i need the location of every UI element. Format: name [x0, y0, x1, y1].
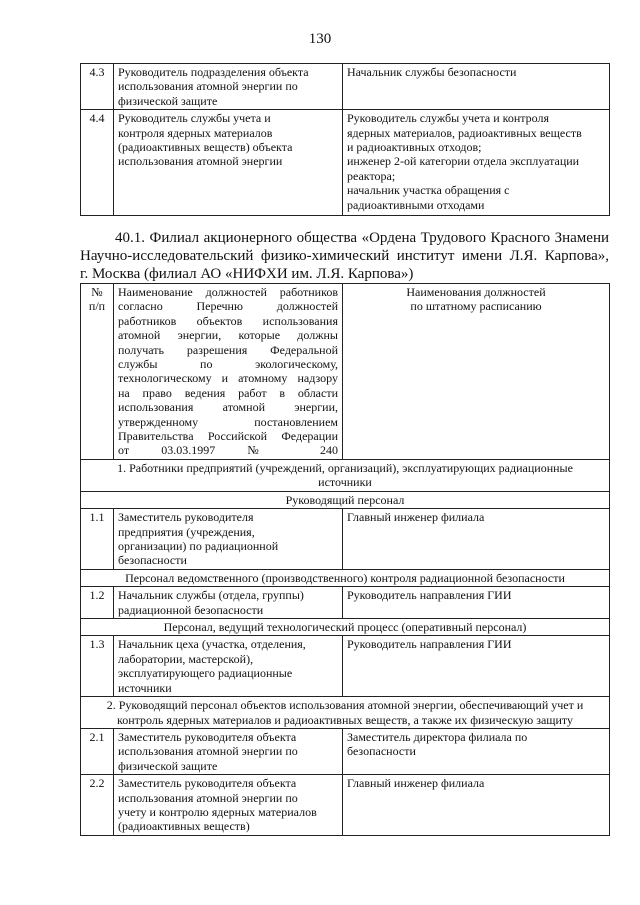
staff-cell	[343, 64, 610, 110]
header-line: п/п	[88, 299, 106, 314]
cell-line: безопасности	[347, 744, 416, 759]
cell-line: физической защите	[118, 93, 218, 108]
cell-line: Руководитель службы учета и	[118, 111, 271, 126]
page-number: 130	[308, 31, 332, 47]
cell-line: (радиоактивных веществ)	[118, 819, 250, 834]
section-title	[81, 697, 610, 729]
table-row	[81, 636, 610, 697]
cell-line: Начальник службы безопасности	[347, 65, 517, 79]
section-title	[81, 460, 610, 492]
header-number	[81, 284, 114, 460]
cell-line: и радиоактивных отходов;	[347, 140, 482, 155]
cell-line: радиоактивными отходами	[347, 197, 485, 212]
position-cell	[114, 775, 343, 836]
row-number: 4.3	[81, 64, 114, 110]
staff-cell: Главный инженер филиала	[343, 509, 610, 570]
cell-line: использования атомной энергии	[118, 154, 283, 169]
staff-cell: Руководитель направления ГИИ	[343, 636, 610, 697]
header-line: по штатному расписанию	[410, 299, 542, 314]
section-title-row	[81, 697, 610, 729]
cell-line: безопасности	[118, 553, 187, 568]
table-row	[81, 728, 610, 774]
header-line: получать разрешения Федеральной	[118, 342, 338, 357]
subsection-row	[81, 491, 610, 508]
row-number: 1.1	[81, 509, 114, 570]
cell-line: (радиоактивных веществ) объекта	[118, 140, 293, 155]
row-number: 2.1	[81, 728, 114, 774]
table-row	[81, 64, 610, 110]
header-line: №	[91, 285, 103, 299]
header-line: согласно Перечню должностей	[118, 299, 338, 314]
header-line: на право ведения работ в области	[118, 385, 338, 400]
table-row	[81, 110, 610, 216]
position-cell	[114, 728, 343, 774]
table-row	[81, 587, 610, 619]
row-number: 4.4	[81, 110, 114, 216]
cell-line: организации) по радиационной	[118, 539, 279, 554]
cell-line: ядерных материалов, радиоактивных веществ	[347, 125, 582, 140]
table-row	[81, 775, 610, 836]
header-staff	[343, 284, 610, 460]
cell-line: Руководитель подразделения объекта	[118, 65, 309, 79]
cell-line: Заместитель директора филиала по	[347, 729, 528, 744]
cell-line: предприятия (учреждения,	[118, 524, 255, 539]
subsection-row	[81, 569, 610, 586]
cell-line: физической защите	[118, 758, 218, 773]
subsection-title: Персонал ведомственного (производственного) контроля радиационной безопасности	[81, 569, 610, 586]
cell-line: инженер 2-ой категории отдела эксплуатации	[347, 154, 580, 169]
row-number: 2.2	[81, 775, 114, 836]
header-line: работников объектов использования	[118, 313, 338, 328]
staff-cell	[343, 728, 610, 774]
header-line: технологическому и атомному надзору	[118, 371, 338, 386]
row-number: 1.2	[81, 587, 114, 619]
cell-line: Руководитель службы учета и контроля	[347, 111, 550, 126]
position-cell	[114, 509, 343, 570]
cell-line: радиационной безопасности	[118, 602, 264, 617]
position-cell	[114, 587, 343, 619]
cell-line: использования атомной энергии по	[118, 79, 298, 94]
cell-line: использования атомной энергии по	[118, 744, 298, 759]
cell-line: лаборатории, мастерской),	[118, 651, 254, 666]
cell-line: начальник участка обращения с	[347, 183, 510, 198]
section-title-line: источники	[318, 475, 372, 490]
position-cell	[114, 636, 343, 697]
header-line: Наименования должностей	[406, 285, 546, 299]
heading-line: Научно-исследовательский физико-химический институт имени Л.Я. Карпова»,	[80, 248, 609, 264]
header-line: службы по экологическому,	[118, 357, 338, 372]
table-header	[81, 284, 610, 460]
header-line: использования атомной энергии,	[118, 400, 338, 415]
header-line: Правительства Российской Федерации	[118, 429, 338, 444]
position-cell	[114, 64, 343, 110]
subsection-row	[81, 619, 610, 636]
section-title-row	[81, 460, 610, 492]
header-line: Наименование должностей работников	[118, 285, 338, 299]
cell-line: учету и контролю ядерных материалов	[118, 804, 317, 819]
subsection-title: Руководящий персонал	[81, 491, 610, 508]
row-number: 1.3	[81, 636, 114, 697]
heading-line: г. Москва (филиал АО «НИФХИ им. Л.Я. Карпова»)	[80, 266, 414, 282]
cell-line: реактора;	[347, 168, 396, 183]
cell-line: источники	[118, 680, 172, 695]
section-title-line: 2. Руководящий персонал объектов использования атомной энергии, обеспечивающий учет и	[106, 698, 584, 713]
section-title-line: контроль ядерных материалов и радиоактивных веществ, а также их физическую защиту	[116, 712, 574, 727]
table-row	[81, 509, 610, 570]
staff-cell: Главный инженер филиала	[343, 775, 610, 836]
cell-line: Заместитель руководителя объекта	[118, 729, 297, 744]
subsection-title: Персонал, ведущий технологический процесс (оперативный персонал)	[81, 619, 610, 636]
header-line: атомной энергии, которые должны	[118, 328, 338, 343]
header-line: от 03.03.1997 № 240	[118, 443, 338, 458]
positions-table	[80, 283, 610, 836]
cell-line: эксплуатирующего радиационные	[118, 666, 293, 681]
cell-line: Заместитель руководителя объекта	[118, 776, 297, 791]
staff-cell: Руководитель направления ГИИ	[343, 587, 610, 619]
cell-line: использования атомной энергии по	[118, 790, 298, 805]
position-cell	[114, 110, 343, 216]
heading-line: 40.1. Филиал акционерного общества «Ордена Трудового Красного Знамени	[115, 230, 609, 246]
header-line: утвержденному постановлением	[118, 414, 338, 429]
cell-line: Начальник цеха (участка, отделения,	[118, 637, 306, 652]
cell-line: контроля ядерных материалов	[118, 125, 273, 140]
header-position	[114, 284, 343, 460]
cell-line: Заместитель руководителя	[118, 510, 254, 525]
continuation-table	[80, 63, 610, 216]
section-title-line: 1. Работники предприятий (учреждений, организаций), эксплуатирующих радиационные	[117, 461, 573, 475]
staff-cell	[343, 110, 610, 216]
cell-line: Начальник службы (отдела, группы)	[118, 588, 304, 603]
section-heading	[80, 229, 609, 283]
